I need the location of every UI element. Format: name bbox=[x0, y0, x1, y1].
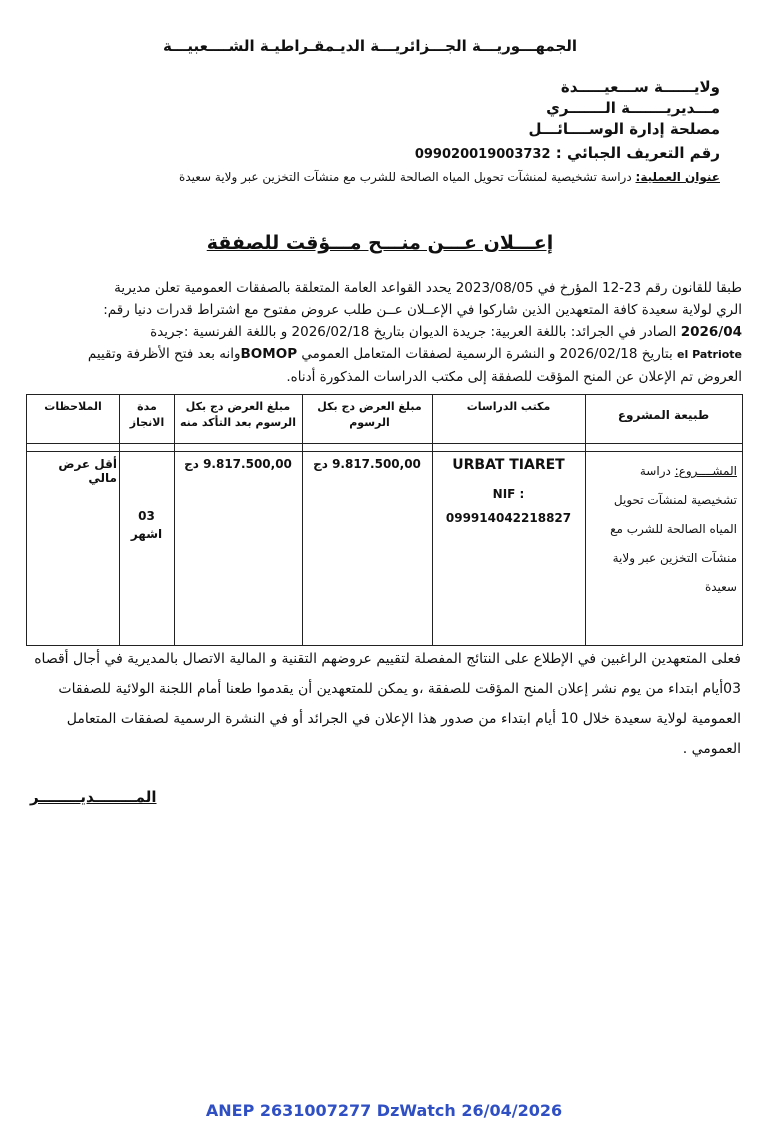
header-amount: مبلغ العرض دج بكل الرسوم bbox=[317, 400, 422, 429]
footer-reference: ANEP 2631007277 DzWatch 26/04/2026 bbox=[205, 1101, 563, 1120]
followup-line-4: العمومي . bbox=[682, 741, 741, 757]
office-name: URBAT TIARET bbox=[452, 457, 565, 473]
newspaper-name: el Patriote bbox=[677, 348, 742, 361]
operation-label: عنوان العملية: bbox=[635, 170, 720, 184]
intro-line-1: طبقا للقانون رقم 23-12 المؤرخ في 2023/08/05 يحدد القواعد العامة المتعلقة بالصفقات العمومية تعلن مديرية bbox=[114, 280, 742, 296]
header-office: مكتب الدراسات bbox=[466, 400, 551, 413]
office-cell bbox=[432, 455, 585, 527]
header-duration: مدة الانجاز bbox=[129, 400, 165, 429]
director-signature: المــــــــديــــــــر bbox=[30, 788, 157, 806]
fiscal-id-label: رقم التعريف الجبائي : bbox=[555, 144, 720, 162]
header-amount-checked: مبلغ العرض دج بكل الرسوم بعد التأكد منه bbox=[180, 400, 296, 429]
intro-line-2: الري لولاية سعيدة كافة المتعهدين الذين شاركوا في الإعــلان عــن طلب عروض مفتوح مع اشتراط قدرات دنيا رقم: bbox=[103, 302, 742, 318]
duration-cell bbox=[119, 507, 174, 543]
tender-number: 2026/04 bbox=[680, 324, 742, 340]
remarks-cell: أقل عرض مالي bbox=[58, 457, 117, 485]
project-text: دراسة تشخيصية لمنشآت تحويل المياه الصالحة للشرب مع منشآت التخزين عبر ولاية سعيدة bbox=[610, 464, 737, 594]
header-project: طبيعة المشروع bbox=[617, 408, 710, 422]
service-label: مصلحة إدارة الوســــائـــل bbox=[528, 120, 720, 138]
fiscal-id-number: 099020019003732 bbox=[414, 147, 551, 162]
followup-line-2: 03أيام ابتداء من يوم نشر إعلان المنح المؤقت للصفقة ،و يمكن للمتعهدين أن يقدموا طعنا أمام اللجنة الولائية للصفقات bbox=[58, 681, 741, 697]
announcement-title: إعـــلان عـــن منـــح مـــؤقت للصفقة bbox=[206, 232, 554, 254]
intro-paragraph bbox=[42, 277, 742, 388]
amount-cell: 9.817.500,00 دج bbox=[313, 457, 421, 471]
operation-line bbox=[179, 170, 720, 184]
wilaya-label: ولايــــــة ســـعيـــــدة bbox=[560, 78, 720, 96]
republic-heading: الجمهـــوريـــة الجـــزائريـــة الديـمقـراطيـة الشــــعبيـــة bbox=[162, 37, 578, 55]
followup-line-1: فعلى المتعهدين الراغبين في الإطلاع على النتائج المفصلة لتقييم عروضهم التقنية و المالية الاتصال بالمديرية في أجال أقصاه bbox=[34, 651, 741, 667]
office-nif: 099914042218827 bbox=[445, 511, 572, 525]
project-cell bbox=[593, 457, 737, 602]
directorate-label: مـــديريـــــــة الـــــــري bbox=[546, 99, 720, 117]
intro-line-3-text: الصادر في الجرائد: باللغة العربية: جريدة الديوان بتاريخ 2026/02/18 و باللغة الفرنسية :جريدة bbox=[150, 324, 677, 340]
results-table bbox=[26, 394, 743, 646]
intro-line-4-text-b: وانه بعد فتح الأظرفة وتقييم bbox=[87, 346, 241, 362]
bomop-label: BOMOP bbox=[240, 346, 298, 362]
intro-line-4 bbox=[42, 343, 742, 366]
intro-line-4-text-a: بتاريخ 2026/02/18 و النشرة الرسمية لصفقات المتعامل العمومي bbox=[301, 346, 673, 362]
followup-paragraph bbox=[26, 644, 741, 764]
duration-value: 03 bbox=[138, 509, 155, 523]
header-remarks: الملاحظات bbox=[44, 400, 102, 413]
duration-unit: اشهر bbox=[130, 527, 163, 541]
amount-checked-cell: 9.817.500,00 دج bbox=[184, 457, 292, 471]
fiscal-id-line bbox=[415, 144, 720, 162]
office-nif-label: NIF : bbox=[492, 487, 525, 501]
intro-line-3 bbox=[42, 321, 742, 343]
project-lead: المشــــروع: bbox=[674, 464, 737, 478]
followup-line-3: العمومية لولاية سعيدة خلال 10 أيام ابتداء من صدور هذا الإعلان في الجرائد أو في النشرة الرسمية لصفقات المتعامل bbox=[66, 711, 741, 727]
operation-text: دراسة تشخيصية لمنشآت تحويل المياه الصالحة للشرب مع منشآت التخزين عبر ولاية سعيدة bbox=[179, 170, 632, 184]
intro-line-5: العروض تم الإعلان عن المنح المؤقت للصفقة إلى مكتب الدراسات المذكورة أدناه. bbox=[286, 369, 742, 385]
